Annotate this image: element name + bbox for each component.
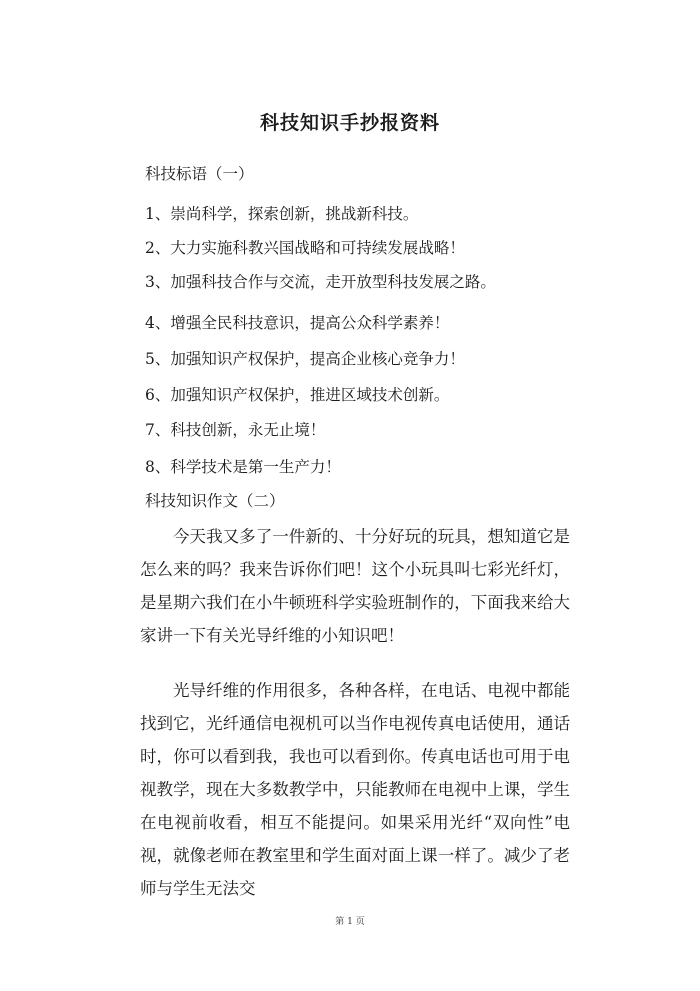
document-title: 科技知识手抄报资料 xyxy=(259,112,440,134)
slogan-item: 4、增强全民科技意识，提高公众科学素养！ xyxy=(145,314,450,332)
slogan-item: 7、科技创新，永无止境！ xyxy=(145,421,326,439)
section-heading: 科技知识作文（二） xyxy=(145,492,285,510)
slogan-item: 2、大力实施科教兴国战略和可持续发展战略！ xyxy=(145,239,465,257)
slogan-item: 6、加强知识产权保护，推进区域技术创新。 xyxy=(145,386,450,404)
slogan-item: 5、加强知识产权保护，提高企业核心竞争力！ xyxy=(145,350,465,368)
slogan-item: 1、崇尚科学，探索创新，挑战新科技。 xyxy=(145,205,419,223)
slogan-item: 8、科学技术是第一生产力！ xyxy=(145,458,341,476)
page-number: 第 1 页 xyxy=(335,917,365,927)
slogan-item: 3、加强科技合作与交流，走开放型科技发展之路。 xyxy=(145,273,496,291)
paragraph: 今天我又多了一件新的、十分好玩的玩具，想知道它是怎么来的吗？我来告诉你们吧！这个小玩具叫七彩光纤灯，是星期六我们在小牛顿班科学实验班制作的，下面我来给大家讲一下有关光导纤维的小知识吧！ xyxy=(140,527,570,645)
paragraph: 光导纤维的作用很多，各种各样，在电话、电视中都能找到它，光纤通信电视机可以当作电视传真电话使用，通话时，你可以看到我，我也可以看到你。传真电话也可用于电视教学，现在大多数教学中，只能教师在电视中上课，学生在电视前收看，相互不能提问。如果采用光纤“双向性”电视，就像老师在教室里和学生面对面上课一样了。减少了老师与学生无法交 xyxy=(140,681,570,898)
section-heading: 科技标语（一） xyxy=(145,165,254,183)
